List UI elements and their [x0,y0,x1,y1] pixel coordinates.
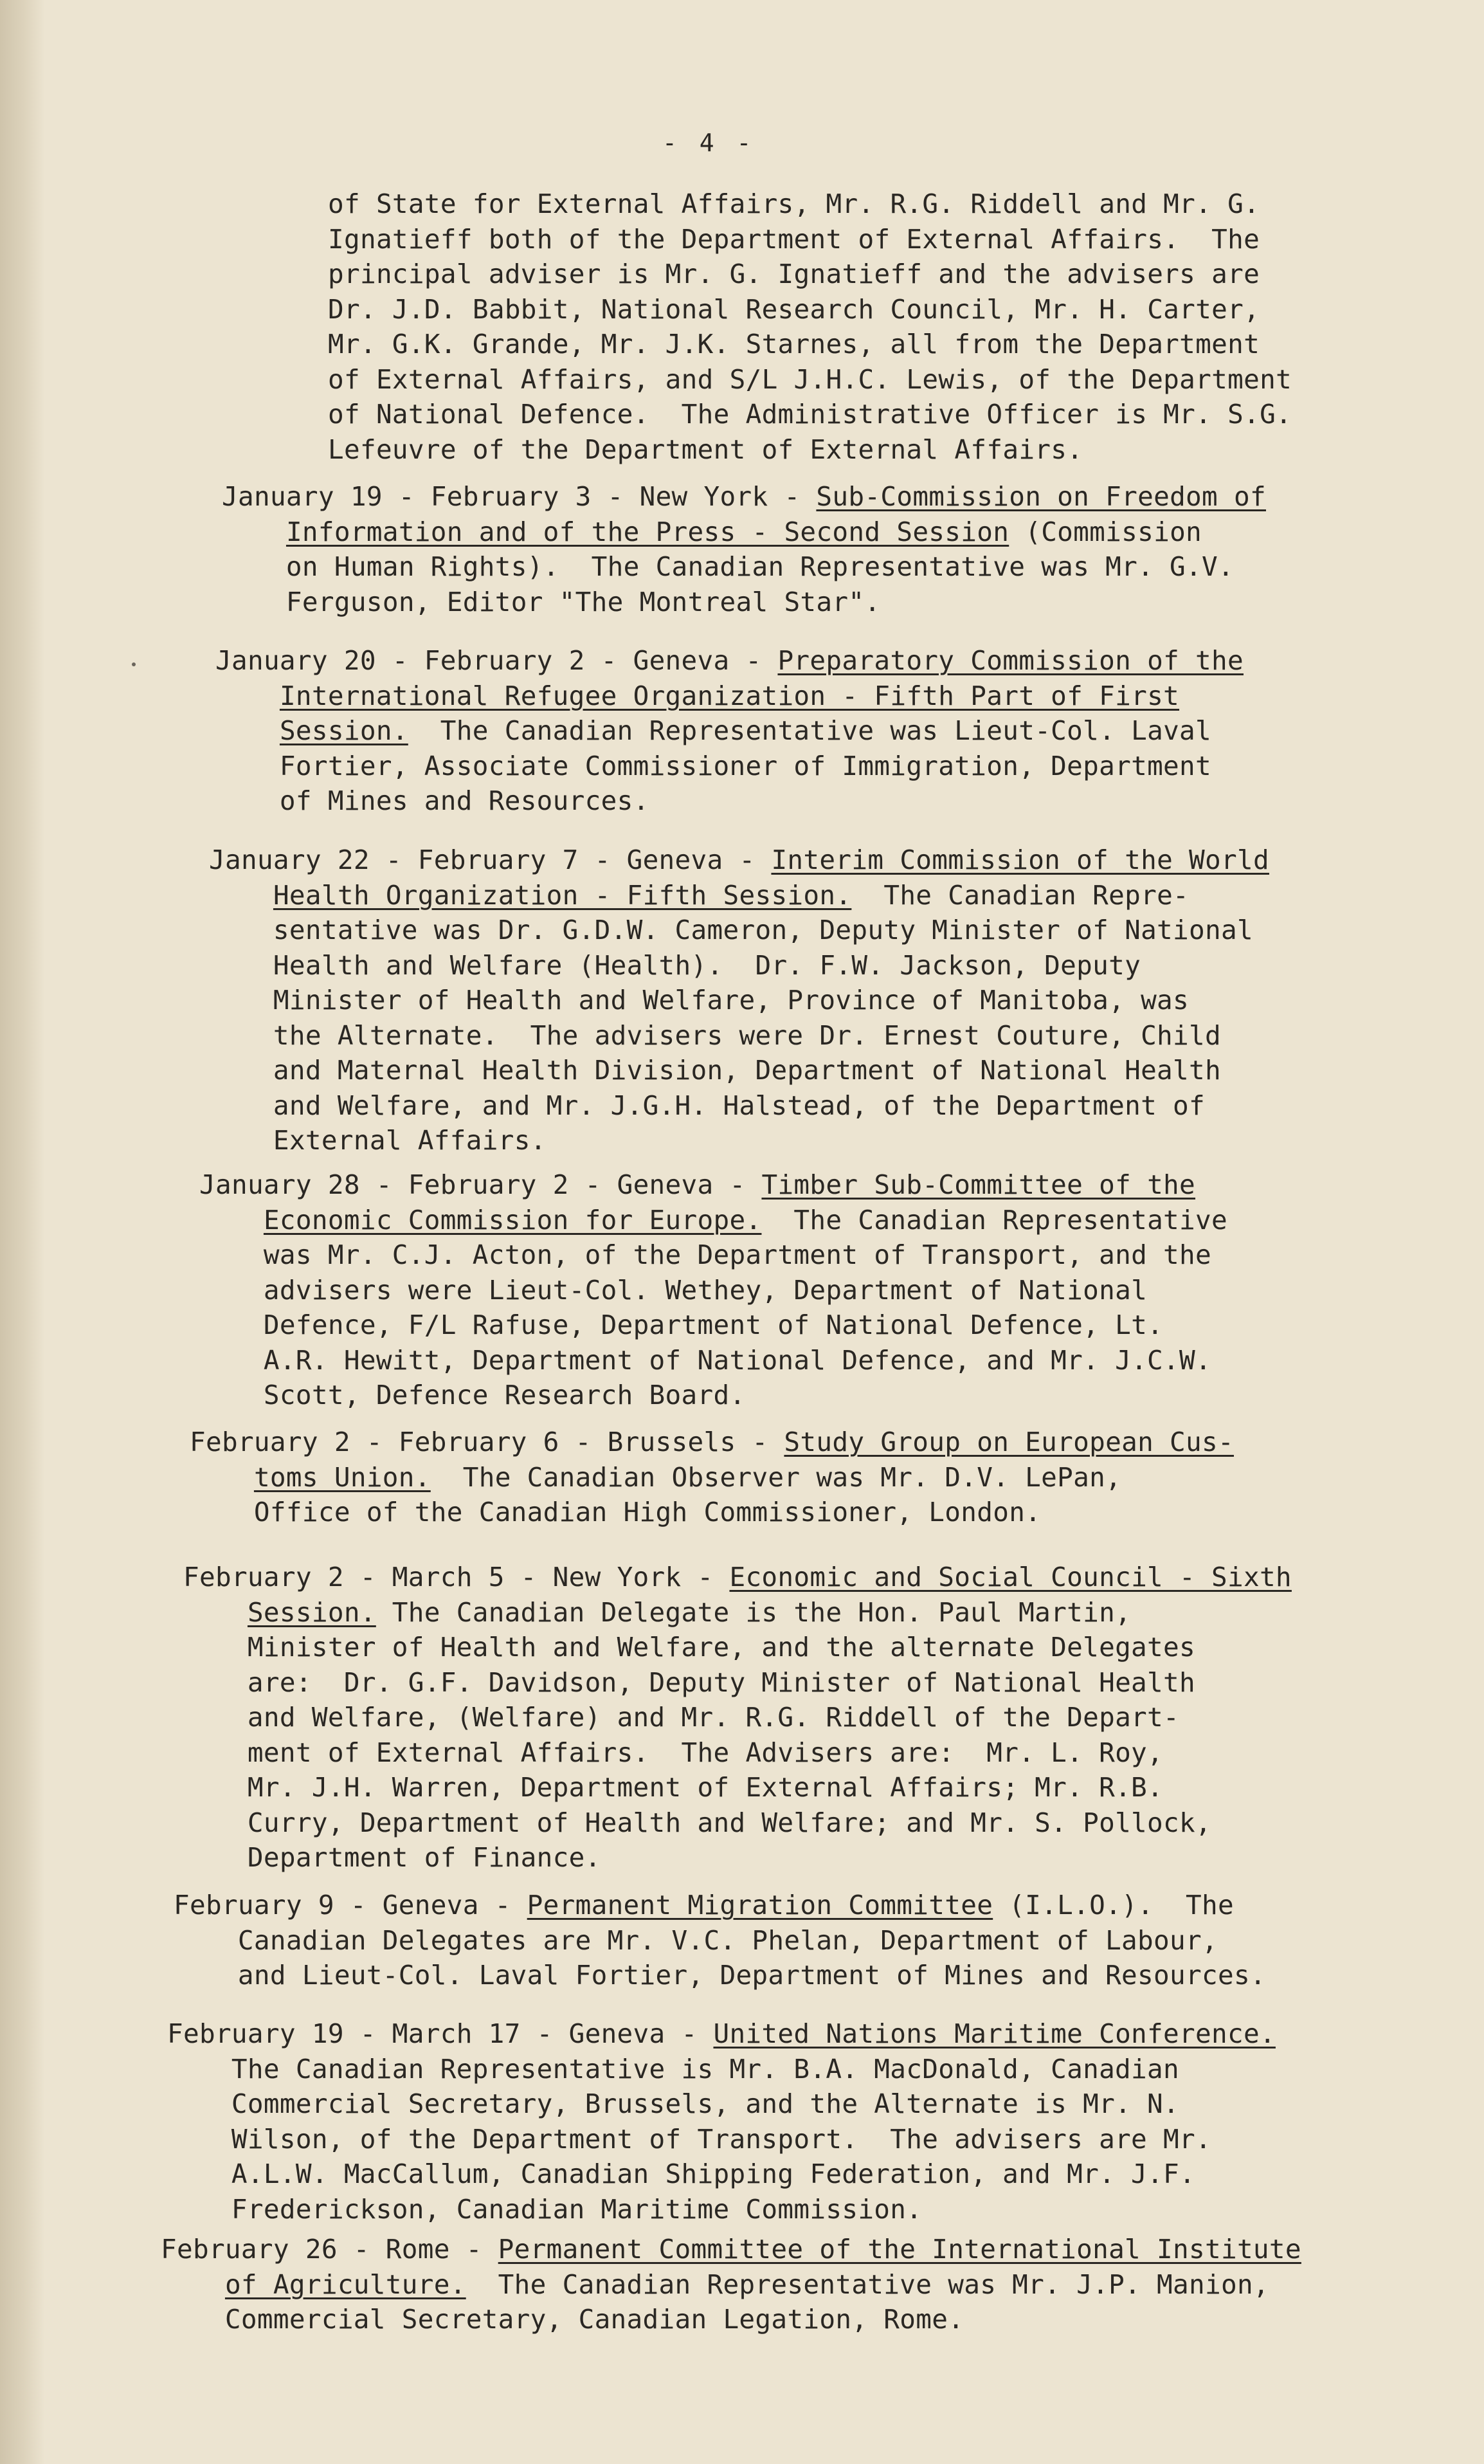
entry-line [183,1735,1292,1771]
entry-paragraph [183,1560,1292,1875]
entry-paragraph [209,843,1269,1158]
entry-text: Commercial Secretary, Brussels, and the Alternate is Mr. N. [167,2088,1179,2119]
entry-line [199,1343,1227,1378]
entry-line [190,1495,1234,1530]
entry-text: of State for External Affairs, Mr. R.G. Riddell and Mr. G. [328,188,1260,219]
entry-text: was Mr. C.J. Acton, of the Department of Transport, and the [199,1239,1211,1270]
entry-text: principal adviser is Mr. G. Ignatieff and the advisers are [328,259,1260,289]
entry-text: on Human Rights). The Canadian Representative was Mr. G.V. [222,551,1234,582]
entry-line [183,1560,1292,1595]
entry-text: The Canadian Delegate is the Hon. Paul Martin, [376,1596,1132,1628]
entry-text: Defence, F/L Rafuse, Department of National Defence, Lt. [199,1310,1164,1340]
entry-line [209,948,1269,983]
entry-text: of External Affairs, and S/L J.H.C. Lewis, of the Department [328,363,1292,395]
entry-paragraph [161,2232,1301,2337]
entry-line [199,1273,1227,1308]
underlined-meeting-title: Preparatory Commission of the [777,645,1244,676]
underlined-meeting-title: United Nations Maritime Conference. [713,2018,1276,2049]
entry-line [199,1378,1227,1413]
entry-text: A.L.W. MacCallum, Canadian Shipping Federation, and Mr. J.F. [167,2158,1195,2189]
entry-text [199,1205,264,1236]
entry-text: ment of External Affairs. The Advisers are: Mr. L. Roy, [183,1737,1164,1768]
entry-line [215,713,1244,749]
entry-line [222,479,1266,515]
entry-text: Ignatieff both of the Department of External Affairs. The [328,223,1260,255]
entry-line [199,1237,1227,1273]
entry-text: Commercial Secretary, Canadian Legation, Rome. [161,2304,964,2335]
underlined-meeting-title: Timber Sub-Committee of the [761,1169,1196,1200]
entry-text: Frederickson, Canadian Maritime Commission. [167,2193,923,2225]
entry-line [167,2157,1276,2192]
entry-line [199,1203,1227,1238]
entry-line [167,2052,1276,2087]
entry-line [167,2122,1276,2157]
entry-text: Dr. J.D. Babbit, National Research Council, Mr. H. Carter, [328,293,1260,325]
entry-text: The Canadian Representative [761,1204,1227,1236]
entry-text: and Lieut-Col. Laval Fortier, Department of Mines and Resources. [174,1960,1266,1991]
underlined-meeting-title: Study Group on European Cus- [784,1427,1234,1457]
entry-line [328,327,1292,362]
entry-text [209,880,273,911]
entry-text: Canadian Delegates are Mr. V.C. Phelan, Department of Labour, [174,1924,1218,1956]
underlined-meeting-title: of Agriculture. [224,2268,466,2300]
entry-text: External Affairs. [209,1125,547,1156]
entry-line [215,749,1244,784]
entry-text: February 26 - Rome - [161,2234,498,2265]
entry-text: Wilson, of the Department of Transport. The advisers are Mr. [167,2123,1211,2155]
entry-line [215,783,1244,819]
underlined-meeting-title: Health Organization - Fifth Session. [273,879,852,911]
entry-paragraph [199,1167,1227,1413]
underlined-meeting-title: International Refugee Organization - Fifth Part of First [279,680,1180,711]
entry-line [174,1958,1266,1993]
entry-text: of Mines and Resources. [215,785,649,816]
entry-text: Office of the Canadian High Commissioner, London. [190,1497,1042,1528]
entry-text: Curry, Department of Health and Welfare; and Mr. S. Pollock, [183,1807,1211,1838]
underlined-meeting-title: Information and of the Press - Second Session [285,516,1009,547]
entry-text: Health and Welfare (Health). Dr. F.W. Jackson, Deputy [209,949,1141,981]
paper-speck [132,662,136,666]
entry-text: (Commission [1009,516,1202,547]
entry-text: The Canadian Representative was Lieut-Col. Laval [408,715,1212,746]
entry-line [183,1805,1292,1841]
page-number: - 4 - [662,129,756,157]
underlined-meeting-title: Permanent Committee of the International Institute [498,2234,1301,2265]
underlined-meeting-title: toms Union. [253,1461,431,1493]
entry-line [209,983,1269,1018]
entry-line [328,187,1292,222]
underlined-meeting-title: Session. [279,715,408,746]
entry-line [215,679,1244,714]
entry-text: and Maternal Health Division, Department of National Health [209,1055,1221,1086]
entry-text: January 19 - February 3 - New York - [222,481,817,512]
entry-line [209,843,1269,878]
entry-paragraph [328,187,1292,467]
entry-text [215,715,280,746]
entry-line [199,1308,1227,1343]
entry-line [161,2232,1301,2267]
entry-text: Scott, Defence Research Board. [199,1380,746,1410]
entry-text: January 28 - February 2 - Geneva - [199,1169,762,1200]
entry-paragraph [215,643,1244,819]
entry-line [161,2302,1301,2337]
underlined-meeting-title: Economic and Social Council - Sixth [729,1562,1292,1592]
entry-line [209,1123,1269,1158]
entry-line [183,1630,1292,1665]
entry-text: Lefeuvre of the Department of External Affairs. [328,433,1083,465]
entry-text: The Canadian Representative is Mr. B.A. MacDonald, Canadian [167,2053,1179,2085]
entry-text [161,2269,225,2300]
underlined-meeting-title: Sub-Commission on Freedom of [816,481,1266,512]
entry-line [174,1923,1266,1958]
entry-text [222,516,286,547]
entry-paragraph [222,479,1266,619]
entry-text: Minister of Health and Welfare, Province of Manitoba, was [209,985,1190,1016]
entry-line [209,1053,1269,1088]
entry-text: sentative was Dr. G.D.W. Cameron, Deputy Minister of National [209,915,1253,945]
entry-text: (I.L.O.). The [993,1890,1234,1921]
entry-line [222,585,1266,620]
entry-line [328,292,1292,327]
underlined-meeting-title: Session. [247,1596,376,1628]
entry-text: advisers were Lieut-Col. Wethey, Department of National [199,1274,1148,1306]
entry-line [190,1460,1234,1495]
entry-text: February 2 - March 5 - New York - [183,1562,730,1592]
entry-paragraph [167,2016,1276,2227]
entry-line [328,257,1292,292]
entry-text [190,1462,254,1493]
entry-line [328,362,1292,397]
entry-text: of National Defence. The Administrative Officer is Mr. S.G. [328,399,1292,430]
entry-line [183,1840,1292,1875]
entry-line [190,1425,1234,1460]
entry-line [209,878,1269,913]
entry-line [167,2016,1276,2052]
entry-line [328,222,1292,257]
entry-line [183,1665,1292,1701]
entry-text: A.R. Hewitt, Department of National Defence, and Mr. J.C.W. [199,1344,1211,1376]
entry-text: Ferguson, Editor "The Montreal Star". [222,586,881,617]
underlined-meeting-title: Interim Commission of the World [771,844,1269,875]
entry-text: the Alternate. The advisers were Dr. Ernest Couture, Child [209,1019,1221,1051]
entry-line [183,1700,1292,1735]
entry-text: Minister of Health and Welfare, and the alternate Delegates [183,1632,1195,1663]
entry-text: January 22 - February 7 - Geneva - [209,844,772,875]
entry-text: Department of Finance. [183,1842,601,1873]
entry-line [167,2086,1276,2122]
entry-text: The Canadian Observer was Mr. D.V. LePan, [430,1461,1122,1493]
entry-line [222,515,1266,550]
entry-line [209,1088,1269,1124]
entry-text [215,680,280,711]
entry-text: The Canadian Repre- [851,879,1190,911]
entry-line [183,1595,1292,1630]
underlined-meeting-title: Permanent Migration Committee [527,1890,993,1921]
entry-line [183,1770,1292,1805]
entry-line [209,913,1269,948]
entry-line [222,549,1266,585]
entry-text: The Canadian Representative was Mr. J.P. Manion, [466,2268,1269,2300]
entry-line [328,432,1292,468]
entry-text: Fortier, Associate Commissioner of Immigration, Department [215,750,1212,781]
entry-text: January 20 - February 2 - Geneva - [215,645,778,676]
entry-line [199,1167,1227,1203]
entry-line [161,2267,1301,2303]
entry-text: February 2 - February 6 - Brussels - [190,1427,784,1457]
entry-text: Mr. J.H. Warren, Department of External Affairs; Mr. R.B. [183,1772,1164,1803]
entry-text: and Welfare, (Welfare) and Mr. R.G. Riddell of the Depart- [183,1702,1180,1733]
entry-text: are: Dr. G.F. Davidson, Deputy Minister of National Health [183,1666,1195,1698]
entry-text [183,1597,248,1628]
entry-paragraph [174,1888,1266,1993]
entry-line [174,1888,1266,1923]
underlined-meeting-title: Economic Commission for Europe. [263,1204,762,1236]
entry-line [328,397,1292,432]
entry-line [167,2192,1276,2227]
entry-text: and Welfare, and Mr. J.G.H. Halstead, of the Department of [209,1090,1206,1121]
entry-text: Mr. G.K. Grande, Mr. J.K. Starnes, all from the Department [328,329,1260,360]
entry-text: February 19 - March 17 - Geneva - [167,2018,714,2049]
entry-line [209,1018,1269,1054]
entry-line [215,643,1244,679]
entry-text: February 9 - Geneva - [174,1890,527,1921]
entry-paragraph [190,1425,1234,1530]
